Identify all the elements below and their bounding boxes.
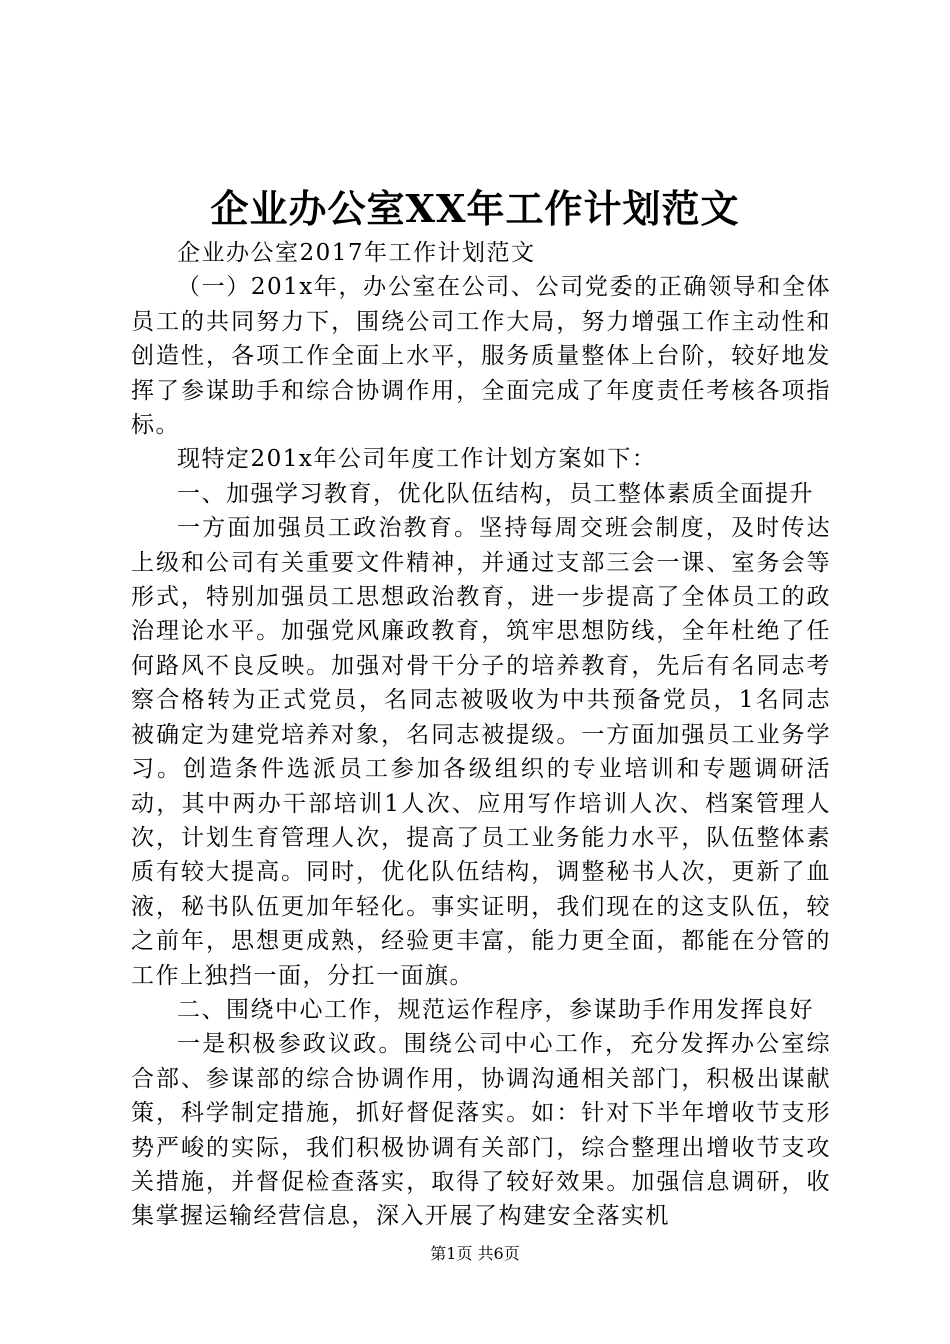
section-heading-1: 一、加强学习教育，优化队伍结构，员工整体素质全面提升 xyxy=(177,480,814,507)
document-title: 企业办公室XX年工作计划范文 xyxy=(210,186,740,231)
document-body xyxy=(131,236,831,1234)
section-heading-2: 二、围绕中心工作，规范运作程序，参谋助手作用发挥良好 xyxy=(177,996,814,1023)
paragraph-subtitle: 企业办公室2017年工作计划范文 xyxy=(177,240,536,266)
paragraph-section-2: 一是积极参政议政。围绕公司中心工作，充分发挥办公室综合部、参谋部的综合协调作用，协调沟通相关部门，积极出谋献策，科学制定措施，抓好督促落实。如：针对下半年增收节支形势严峻的实际，我们积极协调有关部门，综合整理出增收节支攻关措施，并督促检查落实，取得了较好效果。加强信息调研，收集掌握运输经营信息，深入开展了构建安全落实机 xyxy=(131,1031,831,1230)
page-footer: 第1页 共6页 xyxy=(430,1244,520,1263)
paragraph-section-1: 一方面加强员工政治教育。坚持每周交班会制度，及时传达上级和公司有关重要文件精神，并通过支部三会一课、室务会等形式，特别加强员工思想政治教育，进一步提高了全体员工的政治理论水平。加强党风廉政教育，筑牢思想防线，全年杜绝了任何路风不良反映。加强对骨干分子的培养教育，先后有名同志考察合格转为正式党员，名同志被吸收为中共预备党员，1名同志被确定为建党培养对象，名同志被提级。一方面加强员工业务学习。创造条件选派员工参加各级组织的专业培训和专题调研活动，其中两办干部培训1人次、应用写作培训人次、档案管理人次，计划生育管理人次，提高了员工业务能力水平，队伍整体素质有较大提高。同时，优化队伍结构，调整秘书人次，更新了血液，秘书队伍更加年轻化。事实证明，我们现在的这支队伍，较之前年，思想更成熟，经验更丰富，能力更全面，都能在分管的工作上独挡一面，分扛一面旗。 xyxy=(131,515,831,989)
paragraph-plan-lead: 现特定201x年公司年度工作计划方案如下： xyxy=(177,446,657,473)
paragraph-intro: （一）201x年，办公室在公司、公司党委的正确领导和全体员工的共同努力下，围绕公司工作大局，努力增强工作主动性和创造性，各项工作全面上水平，服务质量整体上台阶，较好地发挥了参谋助手和综合协调作用，全面完成了年度责任考核各项指标。 xyxy=(131,274,831,439)
